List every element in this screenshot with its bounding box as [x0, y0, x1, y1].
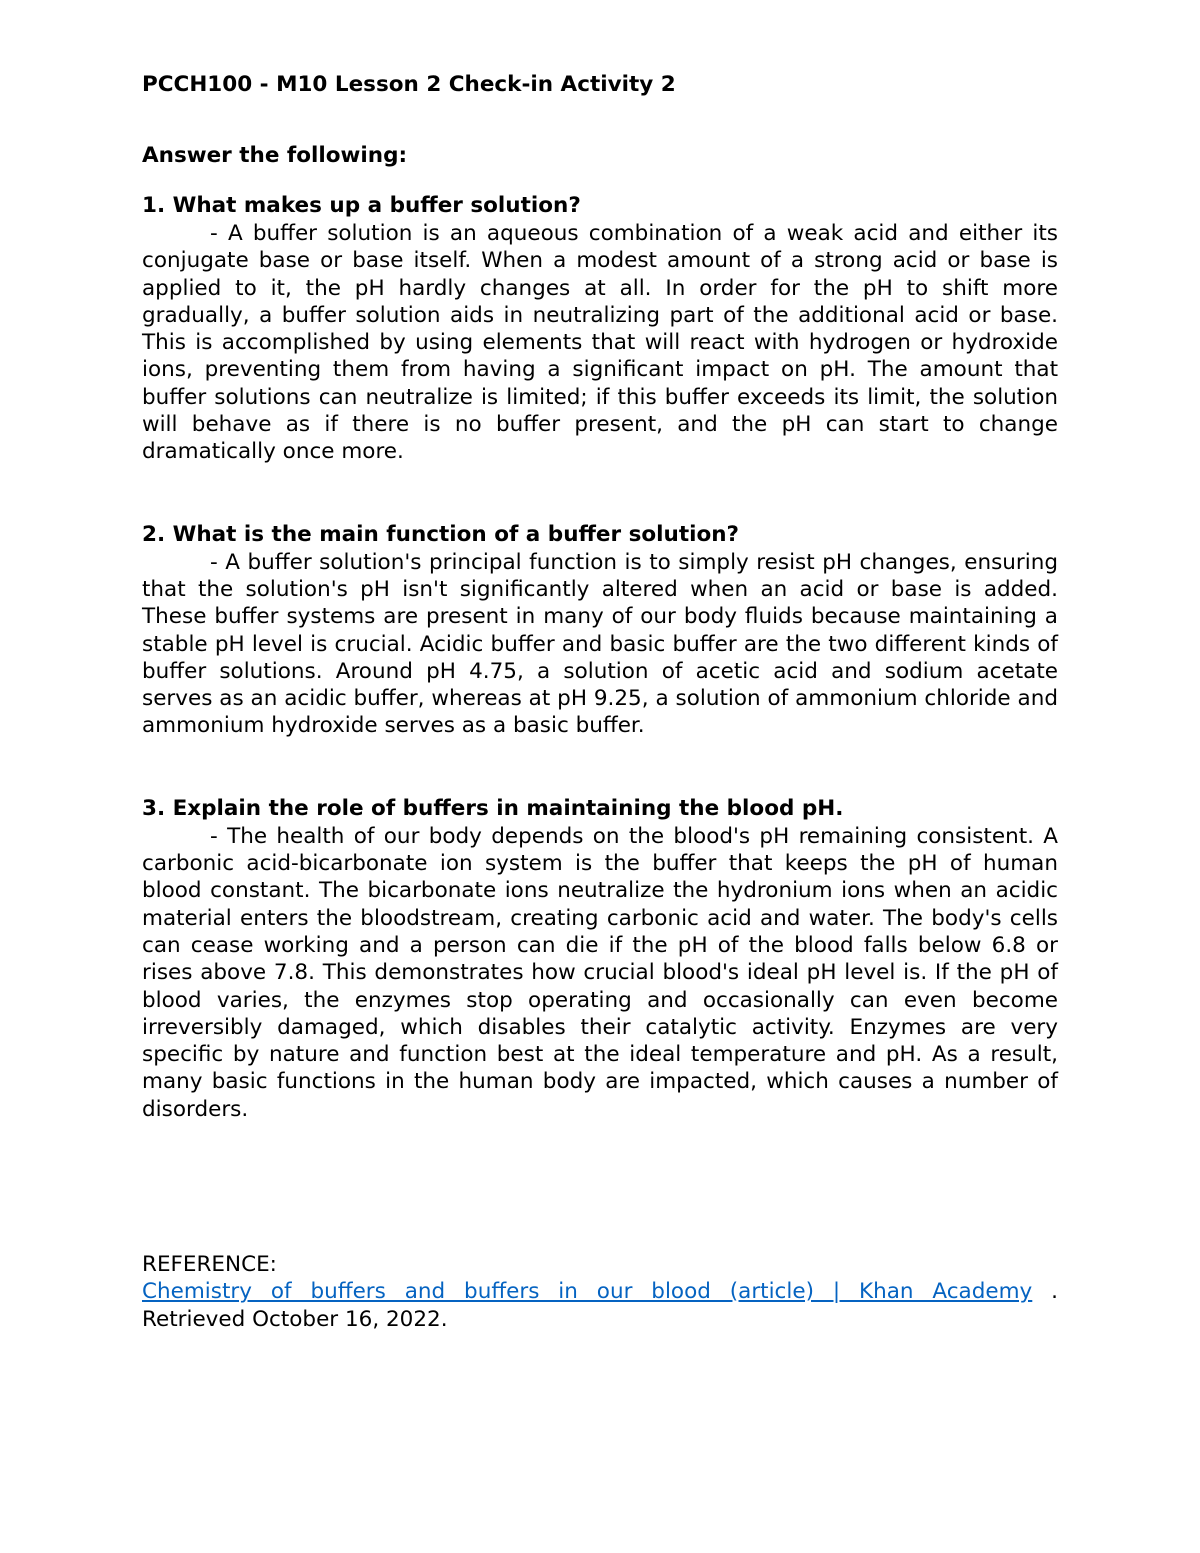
answer-1: - A buffer solution is an aqueous combination of a weak acid and either its conjugate base or base itself. When a modest amount of a strong acid or base is applied to it, the pH hardly changes at all. In order for the pH to shift more gradually, a buffer solution aids in neutralizing part of the additional acid or base. This is accomplished by using elements that will react with hydrogen or hydroxide ions, preventing them from having a significant impact on pH. The amount that buffer solutions can neutralize is limited; if this buffer exceeds its limit, the solution will behave as if there is no buffer present, and the pH can start to change dramatically once more.	[142, 221, 1058, 465]
instruction-text: Answer the following:	[142, 143, 408, 168]
reference-section	[142, 1251, 1058, 1333]
reference-retrieved-date: Retrieved October 16, 2022.	[142, 1306, 448, 1332]
question-1: 1. What makes up a buffer solution?	[142, 193, 581, 218]
reference-link-suffix: .	[1032, 1279, 1059, 1305]
question-block-3	[142, 795, 1058, 1123]
document-title: PCCH100 - M10 Lesson 2 Check-in Activity 2	[142, 72, 676, 97]
answer-3: - The health of our body depends on the blood's pH remaining consistent. A carbonic acid-bicarbonate ion system is the buffer that keeps the pH of human blood constant. The bicarbonate ions neutralize the hydronium ions when an acidic material enters the bloodstream, creating carbonic acid and water. The body's cells can cease working and a person can die if the pH of the blood falls below 6.8 or rises above 7.8. This demonstrates how crucial blood's ideal pH level is. If the pH of blood varies, the enzymes stop operating and occasionally can even become irreversibly damaged, which disables their catalytic activity. Enzymes are very specific by nature and function best at the ideal temperature and pH. As a result, many basic functions in the human body are impacted, which causes a number of disorders.	[142, 823, 1058, 1122]
reference-heading: REFERENCE:	[142, 1252, 277, 1278]
reference-link[interactable]: Chemistry of buffers and buffers in our blood (article) | Khan Academy	[142, 1279, 1033, 1305]
document-page	[142, 68, 1058, 1333]
question-block-1	[142, 192, 1058, 466]
reference-citation	[142, 1278, 1058, 1305]
question-block-2	[142, 521, 1058, 740]
question-3: 3. Explain the role of buffers in maintaining the blood pH.	[142, 795, 844, 821]
answer-2: - A buffer solution's principal function is to simply resist pH changes, ensuring that the solution's pH isn't significantly altered when an acid or base is added. These buffer systems are present in many of our body fluids because maintaining a stable pH level is crucial. Acidic buffer and basic buffer are the two different kinds of buffer solutions. Around pH 4.75, a solution of acetic acid and sodium acetate serves as an acidic buffer, whereas at pH 9.25, a solution of ammonium chloride and ammonium hydroxide serves as a basic buffer.	[142, 549, 1058, 739]
question-2: 2. What is the main function of a buffer solution?	[142, 521, 740, 547]
